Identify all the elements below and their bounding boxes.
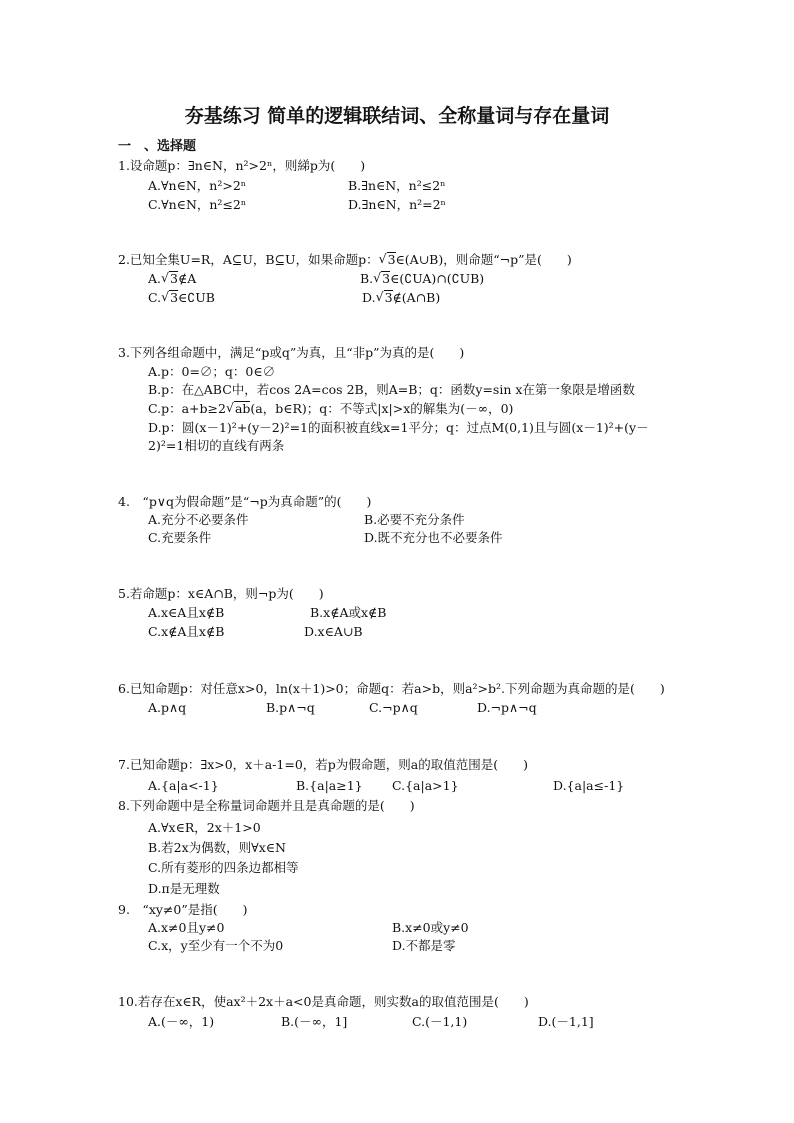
question-2-option-d[interactable] [362,290,440,306]
question-7-option-c[interactable]: C.{a|a>1} [392,778,459,793]
question-4-option-a[interactable]: A.充分不必要条件 [148,512,249,527]
section-heading: 一 、选择题 [118,139,197,154]
question-6-option-d[interactable]: D.¬p∧¬q [477,700,537,715]
question-6-option-b[interactable]: B.p∧¬q [266,700,315,715]
sqrt-symbol [379,252,396,268]
question-5-option-c[interactable]: C.x∉A且x∉B [148,624,225,639]
question-8-option-c[interactable]: C.所有菱形的四条边都相等 [148,860,299,875]
question-2-option-c[interactable] [148,290,215,306]
option-letter: D. [362,290,376,305]
radicand: ab [234,401,251,416]
question-6-option-a[interactable]: A.p∧q [148,700,187,715]
option-text: C.p：a+b≥2 [148,401,226,416]
option-text: ∉(A∩B) [392,290,441,305]
question-3-option-d[interactable]: D.p：圆(x－1)²+(y－2)²=1的面积被直线x=1平分；q：过点M(0,1)且与圆(x－1)²+(y－ [148,420,649,435]
question-4-stem: 4. “p∨q为假命题”是“¬p为真命题”的( ) [118,494,372,509]
question-9-stem: 9. “xy≠0”是指( ) [118,902,248,917]
sqrt-symbol [373,271,390,287]
question-7-option-d[interactable]: D.{a|a≤-1} [553,778,625,793]
question-8-option-d[interactable]: D.π是无理数 [148,881,220,896]
page-title: 夯基练习 简单的逻辑联结词、全称量词与存在量词 [184,105,610,127]
radicand: 3 [382,271,391,286]
question-5-option-a[interactable]: A.x∈A且x∉B [148,605,225,620]
radicand: 3 [170,271,178,286]
question-4-option-d[interactable]: D.既不充分也不必要条件 [364,530,503,545]
question-3-option-c[interactable] [148,401,513,417]
question-7-option-a[interactable]: A.{a|a<-1} [148,778,219,793]
question-3-option-a[interactable]: A.p：0=∅；q：0∈∅ [148,364,276,379]
option-text: ∈(∁UA)∩(∁UB) [390,271,485,286]
sqrt-symbol [161,290,178,306]
question-4-option-c[interactable]: C.充要条件 [148,530,212,545]
question-2-stem-text: 2.已知全集U=R，A⊆U，B⊆U，如果命题p： [118,252,379,267]
option-letter: A. [148,271,162,286]
question-2-stem-tail: ∈(A∪B)，则命题“¬p”是( ) [395,252,572,267]
question-9-option-d[interactable]: D.不都是零 [392,938,456,953]
question-10-option-b[interactable]: B.(－∞，1] [281,1014,348,1029]
question-1-option-d[interactable]: D.∃n∈N，n²=2ⁿ [348,197,446,212]
question-9-option-b[interactable]: B.x≠0或y≠0 [392,920,469,935]
radicand: 3 [384,290,393,305]
radicand: 3 [170,290,179,305]
question-3-option-d-continued: 2)²=1相切的直线有两条 [148,438,285,453]
question-8-option-b[interactable]: B.若2x为偶数，则∀x∈N [148,840,286,855]
question-3-option-b[interactable]: B.p：在△ABC中，若cos 2A=cos 2B，则A=B；q：函数y=sin x在第一象限是增函数 [148,382,635,397]
sqrt-symbol [161,271,178,287]
question-10-option-a[interactable]: A.(－∞，1) [148,1014,215,1029]
option-letter: B. [360,271,374,286]
question-2-option-b[interactable] [360,271,484,287]
question-8-option-a[interactable]: A.∀x∈R，2x＋1>0 [148,820,261,835]
question-6-option-c[interactable]: C.¬p∧q [369,700,418,715]
option-text: ∈∁UB [178,290,215,305]
sqrt-symbol [226,401,250,417]
question-9-option-a[interactable]: A.x≠0且y≠0 [148,920,225,935]
question-1-option-c[interactable]: C.∀n∈N，n²≤2ⁿ [148,197,247,212]
option-text: ∉A [177,271,197,286]
question-10-option-c[interactable]: C.(－1,1) [412,1014,468,1029]
question-2-option-a[interactable] [148,271,196,287]
question-9-option-c[interactable]: C.x，y至少有一个不为0 [148,938,284,953]
question-5-stem: 5.若命题p：x∈A∩B，则¬p为( ) [118,586,324,601]
sqrt-symbol [376,290,393,306]
option-text-tail: (a，b∈R)；q：不等式|x|>x的解集为(－∞，0) [250,401,514,416]
question-8-stem: 8.下列命题中是全称量词命题并且是真命题的是( ) [118,798,415,813]
question-10-option-d[interactable]: D.(－1,1] [538,1014,594,1029]
question-10-stem: 10.若存在x∈R，使ax²＋2x＋a<0是真命题，则实数a的取值范围是( ) [118,994,529,1009]
question-1-option-b[interactable]: B.∃n∈N，n²≤2ⁿ [348,178,446,193]
question-5-option-b[interactable]: B.x∉A或x∉B [310,605,387,620]
question-1-stem: 1.设命题p：∃n∈N，n²>2ⁿ，则綈p为( ) [118,158,366,173]
question-1-option-a[interactable]: A.∀n∈N，n²>2ⁿ [148,178,247,193]
radicand: 3 [387,252,396,267]
question-7-option-b[interactable]: B.{a|a≥1} [296,778,363,793]
question-2-stem [118,252,572,268]
question-6-stem: 6.已知命题p：对任意x>0，ln(x＋1)>0；命题q：若a>b，则a²>b².下列命题为真命题的是( ) [118,681,665,696]
question-4-option-b[interactable]: B.必要不充分条件 [364,512,465,527]
question-5-option-d[interactable]: D.x∈A∪B [304,624,363,639]
question-3-stem: 3.下列各组命题中，满足“p或q”为真，且“非p”为真的是( ) [118,345,465,360]
option-letter: C. [148,290,162,305]
question-7-stem: 7.已知命题p：∃x>0，x＋a-1=0，若p为假命题，则a的取值范围是( ) [118,757,528,772]
